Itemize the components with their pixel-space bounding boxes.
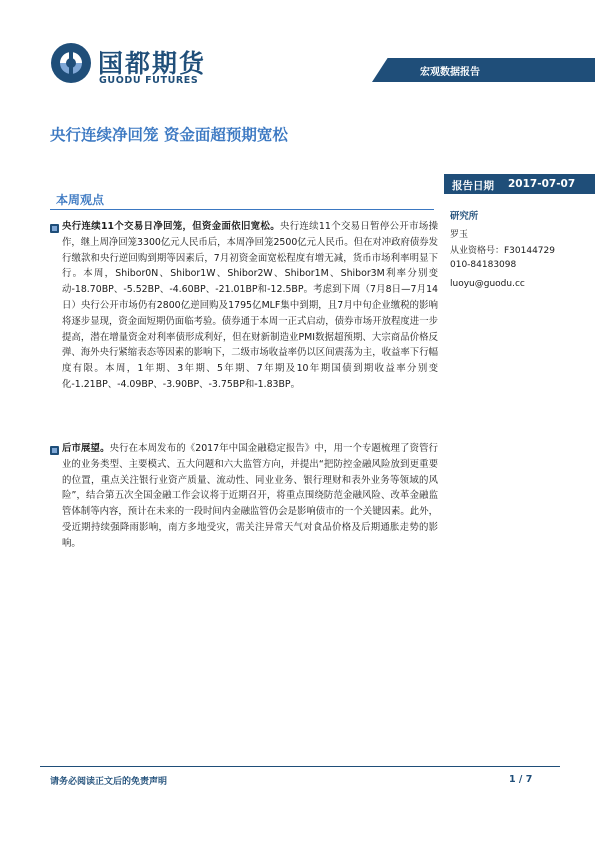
logo-chinese-name: 国都期货	[98, 49, 207, 78]
paragraph-outlook	[62, 441, 438, 552]
report-type-label: 宏观数据报告	[420, 67, 480, 78]
bullet-square-icon	[50, 446, 59, 455]
footer-divider	[40, 766, 560, 767]
report-date-value: 2017-07-07	[508, 178, 576, 190]
analyst-name: 罗玉	[450, 230, 469, 240]
section-divider	[50, 209, 434, 210]
license-number: 从业资格号：F30144729	[450, 246, 555, 256]
section-heading: 本周观点	[56, 193, 105, 207]
page-number: 1 / 7	[509, 774, 533, 785]
footer-disclaimer: 请务必阅读正文后的免责声明	[50, 777, 168, 787]
email-link[interactable]: luoyu@guodu.cc	[450, 279, 525, 289]
paragraph-weekly-view	[62, 219, 438, 393]
department-heading: 研究所	[450, 211, 479, 222]
logo-english-name: GUODU FUTURES	[99, 75, 199, 86]
phone-number: 010-84183098	[450, 260, 517, 270]
guodu-logo-icon	[50, 42, 92, 84]
report-title: 央行连续净回笼 资金面超预期宽松	[50, 126, 288, 144]
paragraph-lead: 央行连续11个交易日净回笼，但资金面依旧宽松。	[62, 221, 280, 232]
report-date-label: 报告日期	[452, 180, 494, 192]
report-type-banner	[372, 58, 595, 82]
paragraph-body: 央行在本周发布的《2017年中国金融稳定报告》中，用一个专题梳理了资管行业的业务类型、主要模式、五大问题和六大监管方向，并提出“把防控金融风险放到更重要的位置，重点关注银行业资产质量、流动性、同业业务、银行理财和表外业务等领域的风险”，结合第五次全国金融工作会议将于近期召开，将重点围绕防范金融风险、改革金融监管体制等内容，预计在未来的一段时间内金融监管仍会是影响债市的一个关键因素。此外，受近期持续强降雨影响，南方多地受灾，需关注异常天气对食品价格及后期通胀走势的影响。	[62, 443, 438, 549]
paragraph-lead: 后市展望。	[62, 443, 110, 454]
paragraph-body: 央行连续11个交易日暂停公开市场操作，继上周净回笼3300亿元人民币后，本周净回笼2500亿元人民币。但在对冲政府债券发行缴款和央行逆回购到期等因素后，7月初资金面宽松程度有增无减，货币市场利率明显下行。本周，Shibor0N、Shibor1W、Shibor2W、Shibor1M、Shibor3M利率分别变动-18.70BP、-5.52BP、-4.60BP、-21.01BP和-12.5BP。考虑到下周（7月8日—7月14日）央行公开市场仍有2800亿逆回购及1795亿MLF集中到期，且7月中旬企业缴税的影响将逐步显现，资金面短期仍面临考验。债券通于本周一正式启动，债券市场开放程度进一步提高，潜在增量资金对利率债形成利好，但在财新制造业PMI数据超预期、大宗商品价格反弹、海外央行紧缩表态等因素的影响下，二级市场收益率仍以区间震荡为主，收益率下行幅度有限。本周，1年期、3年期、5年期、7年期及10年期国债到期收益率分别变化-1.21BP、-4.09BP、-3.90BP、-3.75BP和-1.83BP。	[62, 221, 438, 390]
bullet-square-icon	[50, 224, 59, 233]
